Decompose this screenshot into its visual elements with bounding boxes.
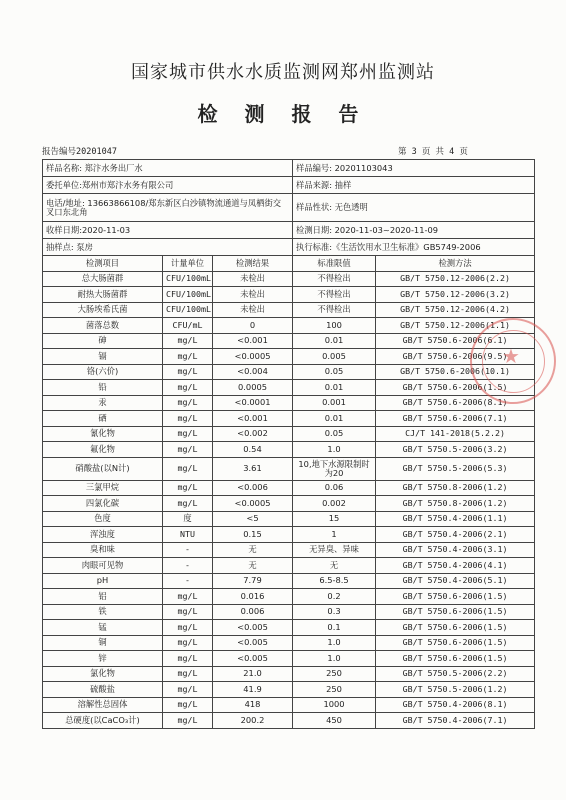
received-label: 收样日期: — [46, 224, 82, 235]
limit-cell: 0.1 — [293, 620, 376, 636]
result-cell: 3.61 — [213, 457, 293, 480]
test-item-cell: 汞 — [43, 395, 163, 411]
table-row — [43, 380, 535, 396]
table-row — [43, 349, 535, 365]
unit-cell: mg/L — [163, 620, 213, 636]
limit-cell: 不得检出 — [293, 302, 376, 318]
test-item-cell: 肉眼可见物 — [43, 558, 163, 574]
table-row — [43, 271, 535, 287]
unit-cell: CFU/mL — [163, 318, 213, 334]
result-cell: 0.016 — [213, 589, 293, 605]
received-value: 2020-11-03 — [81, 224, 131, 235]
result-cell: 未检出 — [213, 302, 293, 318]
test-item-cell: 总硬度(以CaCO₃计) — [43, 713, 163, 729]
method-cell: GB/T 5750.8-2006(1.2) — [376, 496, 535, 512]
result-cell: 41.9 — [213, 682, 293, 698]
limit-cell: 0.06 — [293, 480, 376, 496]
source-value: 抽样 — [334, 179, 352, 190]
limit-cell: 不得检出 — [293, 287, 376, 303]
test-item-cell: 氟化物 — [43, 442, 163, 458]
result-cell: <5 — [213, 511, 293, 527]
contact-label: 电话/地址: — [46, 197, 85, 208]
result-cell: 0.54 — [213, 442, 293, 458]
table-row — [43, 496, 535, 512]
result-cell: <0.004 — [213, 364, 293, 380]
source-label: 样品来源: — [296, 179, 333, 190]
test-item-cell: 浑浊度 — [43, 527, 163, 543]
test-item-cell: 耐热大肠菌群 — [43, 287, 163, 303]
unit-cell: mg/L — [163, 496, 213, 512]
unit-cell: mg/L — [163, 457, 213, 480]
method-cell: GB/T 5750.4-2006(8.1) — [376, 697, 535, 713]
table-row — [43, 542, 535, 558]
result-cell: 0.006 — [213, 604, 293, 620]
unit-cell: mg/L — [163, 589, 213, 605]
table-row — [43, 442, 535, 458]
method-cell: GB/T 5750.4-2006(3.1) — [376, 542, 535, 558]
test-item-cell: 总大肠菌群 — [43, 271, 163, 287]
method-cell: GB/T 5750.5-2006(2.2) — [376, 666, 535, 682]
test-item-cell: 铜 — [43, 635, 163, 651]
test-item-cell: 铁 — [43, 604, 163, 620]
standard-label: 执行标准: — [296, 241, 333, 252]
method-cell: GB/T 5750.4-2006(5.1) — [376, 573, 535, 589]
method-cell: GB/T 5750.8-2006(1.2) — [376, 480, 535, 496]
column-header: 检测方法 — [376, 256, 535, 272]
method-cell: GB/T 5750.6-2006(10.1) — [376, 364, 535, 380]
unit-cell: CFU/100mL — [163, 287, 213, 303]
result-cell: <0.002 — [213, 426, 293, 442]
table-row — [43, 651, 535, 667]
result-cell: 0 — [213, 318, 293, 334]
table-row — [43, 287, 535, 303]
report-title: 检 测 报 告 — [197, 102, 369, 126]
limit-cell: 0.01 — [293, 380, 376, 396]
test-item-cell: 锰 — [43, 620, 163, 636]
test-date-cell — [293, 222, 535, 239]
test-item-cell: 臭和味 — [43, 542, 163, 558]
unit-cell: mg/L — [163, 349, 213, 365]
unit-cell: mg/L — [163, 364, 213, 380]
table-row — [43, 333, 535, 349]
table-row — [43, 318, 535, 334]
method-cell: CJ/T 141-2018(5.2.2) — [376, 426, 535, 442]
test-item-cell: 菌落总数 — [43, 318, 163, 334]
test-item-cell: 氰化物 — [43, 426, 163, 442]
limit-cell: 0.3 — [293, 604, 376, 620]
column-header: 计量单位 — [163, 256, 213, 272]
official-seal — [470, 318, 556, 404]
result-cell: <0.0005 — [213, 496, 293, 512]
source-cell — [293, 177, 535, 194]
sample-point-label: 抽样点: — [46, 241, 74, 252]
result-cell: 未检出 — [213, 271, 293, 287]
limit-cell: 15 — [293, 511, 376, 527]
method-cell: GB/T 5750.6-2006(6.1) — [376, 333, 535, 349]
limit-cell: 0.005 — [293, 349, 376, 365]
client-value: 郑州市郑汴水务有限公司 — [81, 179, 174, 190]
table-row — [43, 573, 535, 589]
method-cell: GB/T 5750.6-2006(1.5) — [376, 380, 535, 396]
limit-cell: 0.05 — [293, 426, 376, 442]
result-cell: 7.79 — [213, 573, 293, 589]
sample-point-cell — [43, 239, 293, 256]
unit-cell: mg/L — [163, 395, 213, 411]
limit-cell: 250 — [293, 666, 376, 682]
limit-cell: 0.01 — [293, 411, 376, 427]
unit-cell: mg/L — [163, 697, 213, 713]
method-cell: GB/T 5750.6-2006(1.5) — [376, 620, 535, 636]
method-cell: GB/T 5750.12-2006(3.2) — [376, 287, 535, 303]
unit-cell: - — [163, 542, 213, 558]
test-item-cell: 氯化物 — [43, 666, 163, 682]
test-date-value: 2020-11-03~2020-11-09 — [334, 224, 439, 235]
sample-no-cell — [293, 160, 535, 177]
result-cell: <0.0001 — [213, 395, 293, 411]
method-cell: GB/T 5750.6-2006(9.5) — [376, 349, 535, 365]
method-cell: GB/T 5750.6-2006(1.5) — [376, 651, 535, 667]
unit-cell: mg/L — [163, 666, 213, 682]
test-item-cell: 硫酸盐 — [43, 682, 163, 698]
test-item-cell: 色度 — [43, 511, 163, 527]
test-item-cell: 硝酸盐(以N计) — [43, 457, 163, 480]
method-cell: GB/T 5750.5-2006(1.2) — [376, 682, 535, 698]
sample-name-label: 样品名称: — [46, 162, 82, 173]
result-cell: <0.005 — [213, 620, 293, 636]
result-cell: <0.006 — [213, 480, 293, 496]
report-number-value: 20201047 — [76, 147, 117, 157]
result-cell: 418 — [213, 697, 293, 713]
test-item-cell: 大肠埃希氏菌 — [43, 302, 163, 318]
method-cell: GB/T 5750.6-2006(1.5) — [376, 589, 535, 605]
limit-cell: 1 — [293, 527, 376, 543]
limit-cell: 1.0 — [293, 442, 376, 458]
test-item-cell: 溶解性总固体 — [43, 697, 163, 713]
unit-cell: mg/L — [163, 635, 213, 651]
unit-cell: mg/L — [163, 713, 213, 729]
method-cell: GB/T 5750.6-2006(7.1) — [376, 411, 535, 427]
test-item-cell: 砷 — [43, 333, 163, 349]
table-row — [43, 604, 535, 620]
seal-star-icon: ★ — [502, 344, 520, 368]
result-cell: <0.005 — [213, 651, 293, 667]
limit-cell: 0.05 — [293, 364, 376, 380]
limit-cell: 1.0 — [293, 651, 376, 667]
method-cell: GB/T 5750.4-2006(4.1) — [376, 558, 535, 574]
table-row — [43, 635, 535, 651]
unit-cell: mg/L — [163, 442, 213, 458]
test-date-label: 检测日期: — [296, 224, 333, 235]
column-header: 标准限值 — [293, 256, 376, 272]
unit-cell: mg/L — [163, 333, 213, 349]
table-row — [43, 713, 535, 729]
table-row — [43, 411, 535, 427]
report-table — [42, 159, 535, 729]
table-row — [43, 302, 535, 318]
sample-point-value: 泵房 — [76, 241, 93, 252]
unit-cell: mg/L — [163, 682, 213, 698]
page-info: 第 3 页 共 4 页 — [398, 147, 468, 157]
column-header: 检测结果 — [213, 256, 293, 272]
property-label: 样品性状: — [296, 202, 333, 212]
limit-cell: 250 — [293, 682, 376, 698]
table-header-row — [43, 256, 535, 272]
test-item-cell: 铝 — [43, 589, 163, 605]
unit-cell: mg/L — [163, 411, 213, 427]
table-row — [43, 527, 535, 543]
contact-cell — [43, 194, 293, 222]
limit-cell: 6.5-8.5 — [293, 573, 376, 589]
unit-cell: CFU/100mL — [163, 302, 213, 318]
sample-name-value: 郑汴水务出厂水 — [84, 162, 143, 173]
limit-cell: 1000 — [293, 697, 376, 713]
result-cell: 未检出 — [213, 287, 293, 303]
limit-cell: 不得检出 — [293, 271, 376, 287]
report-number-label: 报告编号 — [42, 147, 77, 157]
unit-cell: mg/L — [163, 604, 213, 620]
method-cell: GB/T 5750.6-2006(1.5) — [376, 604, 535, 620]
method-cell: GB/T 5750.4-2006(1.1) — [376, 511, 535, 527]
table-row — [43, 364, 535, 380]
table-row — [43, 589, 535, 605]
received-cell — [43, 222, 293, 239]
unit-cell: mg/L — [163, 651, 213, 667]
result-cell: <0.0005 — [213, 349, 293, 365]
result-cell: <0.001 — [213, 411, 293, 427]
unit-cell: - — [163, 573, 213, 589]
table-row — [43, 682, 535, 698]
method-cell: GB/T 5750.12-2006(2.2) — [376, 271, 535, 287]
limit-cell: 10,地下水源限制时为20 — [293, 457, 376, 480]
property-cell — [293, 194, 535, 222]
result-cell: 无 — [213, 558, 293, 574]
method-cell: GB/T 5750.6-2006(8.1) — [376, 395, 535, 411]
unit-cell: mg/L — [163, 480, 213, 496]
test-item-cell: 镉 — [43, 349, 163, 365]
standard-value: 《生活饮用水卫生标准》GB5749-2006 — [332, 241, 481, 252]
table-row — [43, 666, 535, 682]
test-item-cell: 锌 — [43, 651, 163, 667]
unit-cell: CFU/100mL — [163, 271, 213, 287]
results-body — [43, 256, 535, 729]
client-label: 委托单位: — [46, 179, 82, 190]
table-row — [43, 697, 535, 713]
result-cell: 0.0005 — [213, 380, 293, 396]
method-cell: GB/T 5750.4-2006(2.1) — [376, 527, 535, 543]
test-item-cell: pH — [43, 573, 163, 589]
unit-cell: mg/L — [163, 426, 213, 442]
unit-cell: mg/L — [163, 380, 213, 396]
contact-value: 13663866108/郑东新区白沙镇物流通道与凤栖街交叉口东北角 — [46, 197, 282, 217]
sample-no-value: 20201103043 — [334, 162, 393, 173]
table-row — [43, 457, 535, 480]
limit-cell: 无 — [293, 558, 376, 574]
table-row — [43, 395, 535, 411]
table-row — [43, 480, 535, 496]
test-item-cell: 四氯化碳 — [43, 496, 163, 512]
sample-name-cell — [43, 160, 293, 177]
limit-cell: 无异臭、异味 — [293, 542, 376, 558]
table-row — [43, 558, 535, 574]
limit-cell: 0.002 — [293, 496, 376, 512]
table-row — [43, 511, 535, 527]
limit-cell: 0.01 — [293, 333, 376, 349]
sample-info — [43, 160, 535, 256]
unit-cell: - — [163, 558, 213, 574]
result-cell: <0.005 — [213, 635, 293, 651]
table-row — [43, 426, 535, 442]
result-cell: 无 — [213, 542, 293, 558]
unit-cell: NTU — [163, 527, 213, 543]
result-cell: 200.2 — [213, 713, 293, 729]
standard-cell — [293, 239, 535, 256]
test-item-cell: 硒 — [43, 411, 163, 427]
limit-cell: 100 — [293, 318, 376, 334]
method-cell: GB/T 5750.12-2006(4.2) — [376, 302, 535, 318]
method-cell: GB/T 5750.12-2006(1.1) — [376, 318, 535, 334]
limit-cell: 1.0 — [293, 635, 376, 651]
test-item-cell: 铅 — [43, 380, 163, 396]
report-number — [42, 145, 117, 157]
method-cell: GB/T 5750.5-2006(5.3) — [376, 457, 535, 480]
limit-cell: 0.2 — [293, 589, 376, 605]
client-cell — [43, 177, 293, 194]
sample-no-label: 样品编号: — [296, 162, 333, 173]
limit-cell: 450 — [293, 713, 376, 729]
result-cell: <0.001 — [213, 333, 293, 349]
column-header: 检测项目 — [43, 256, 163, 272]
method-cell: GB/T 5750.6-2006(1.5) — [376, 635, 535, 651]
unit-cell: 度 — [163, 511, 213, 527]
organization-title: 国家城市供水水质监测网郑州监测站 — [131, 62, 435, 83]
result-cell: 21.0 — [213, 666, 293, 682]
result-cell: 0.15 — [213, 527, 293, 543]
table-row — [43, 620, 535, 636]
test-item-cell: 三氯甲烷 — [43, 480, 163, 496]
property-value: 无色透明 — [334, 202, 368, 212]
limit-cell: 0.001 — [293, 395, 376, 411]
method-cell: GB/T 5750.5-2006(3.2) — [376, 442, 535, 458]
test-item-cell: 铬(六价) — [43, 364, 163, 380]
method-cell: GB/T 5750.4-2006(7.1) — [376, 713, 535, 729]
